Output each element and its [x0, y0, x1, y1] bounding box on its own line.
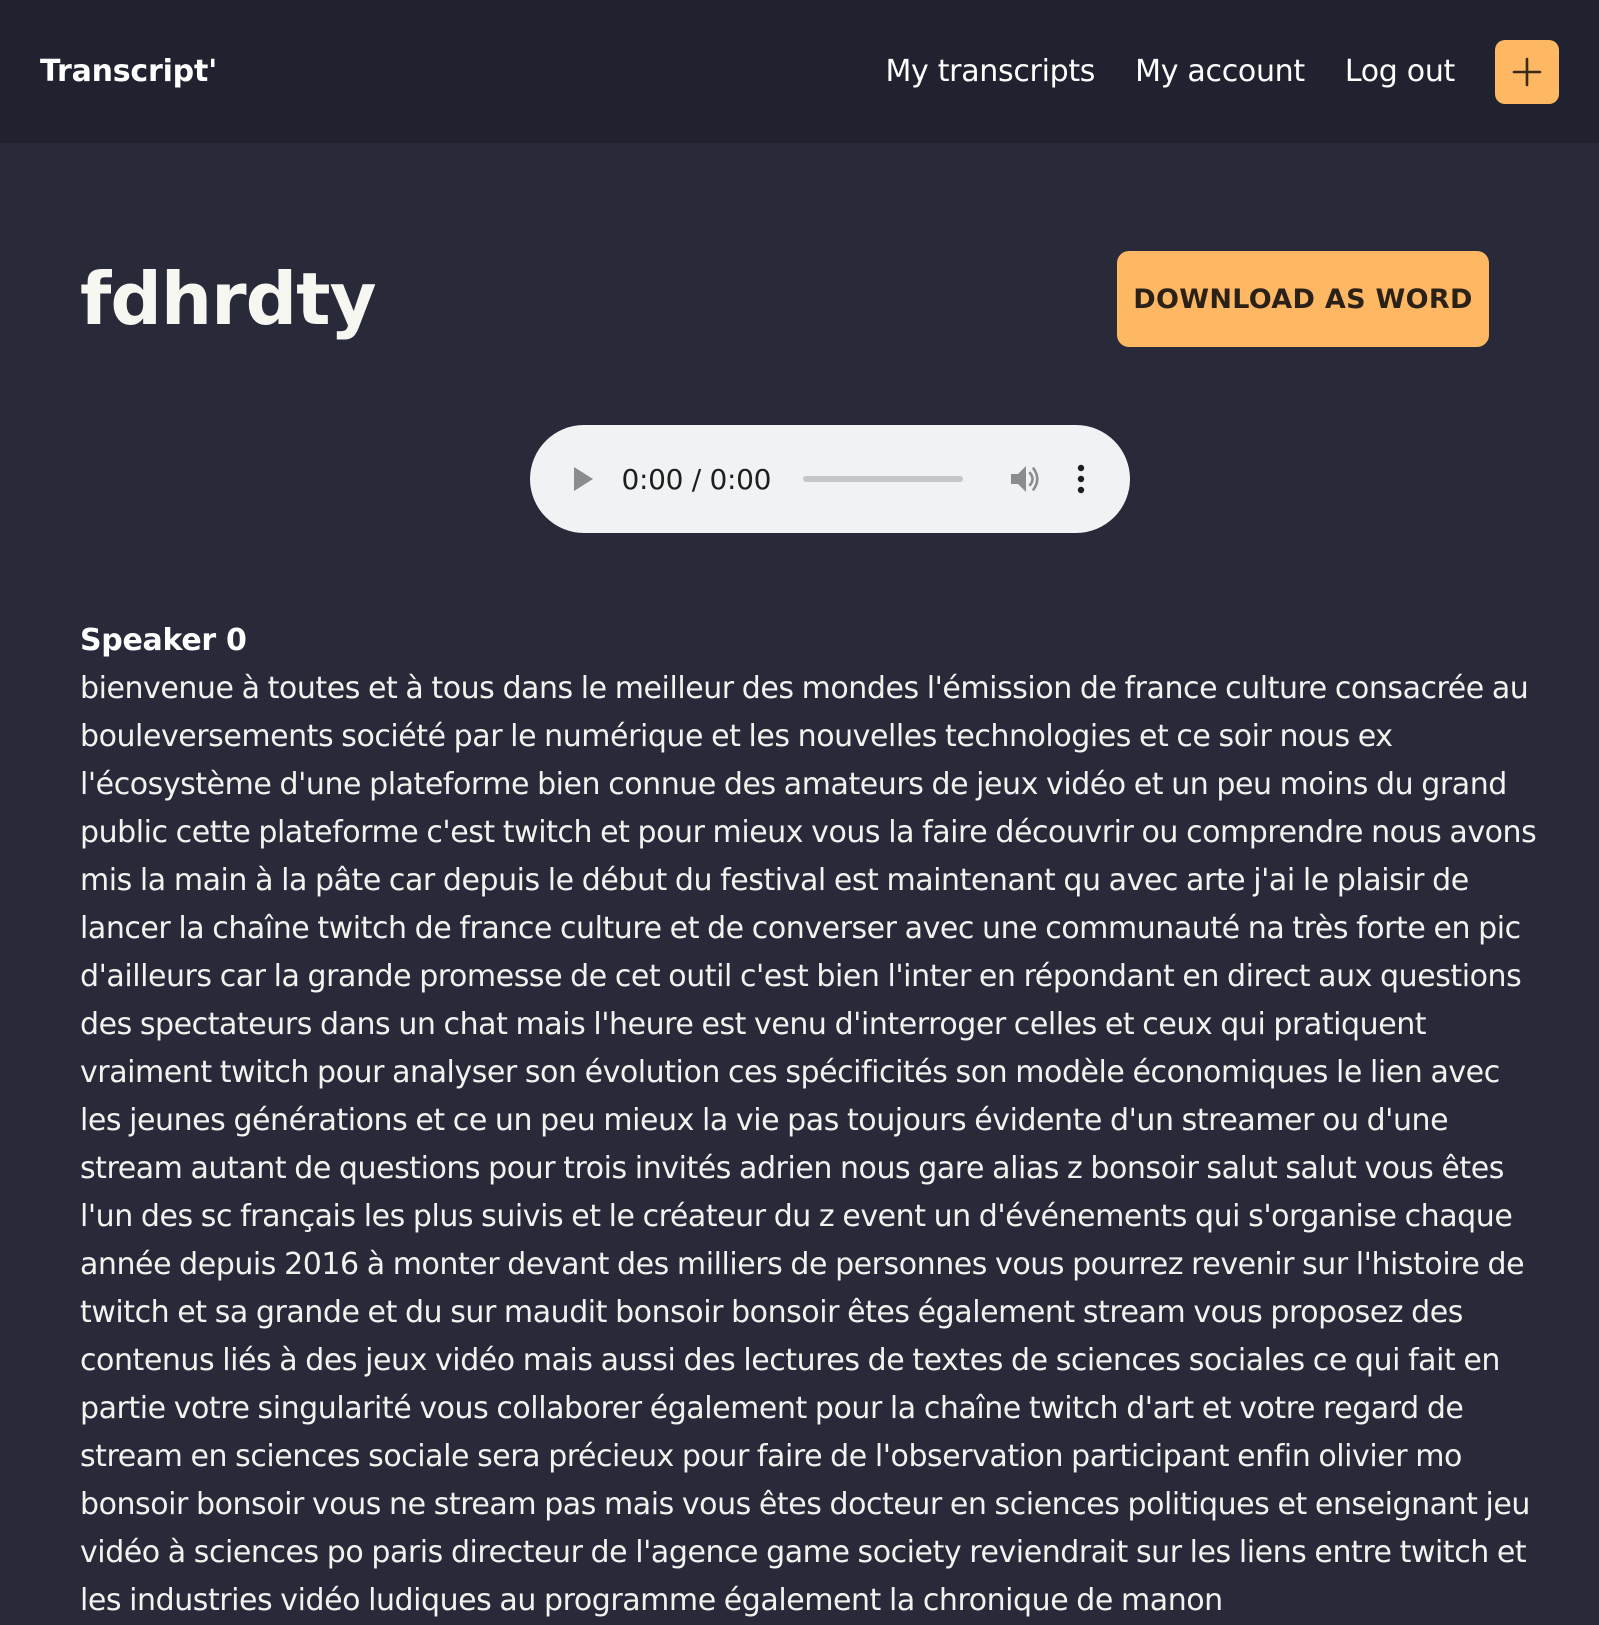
top-navbar [0, 0, 1599, 143]
speaker-label: Speaker 0 [80, 623, 247, 658]
nav-link-my-account[interactable]: My account [1135, 54, 1305, 89]
transcript-text: bienvenue à toutes et à tous dans le meilleur des mondes l'émission de france culture consacrée au bouleversements société par le numérique et les nouvelles technologies et ce soir nous ex l'écosystème d'une plateforme bien connue des amateurs de jeux vidéo et un peu moins du grand public cette plateforme c'est twitch et pour mieux vous la faire découvrir ou comprendre nous avons mis la main à la pâte car depuis le début du festival est maintenant qu avec arte j'ai le plaisir de lancer la chaîne twitch de france culture et de converser avec une communauté na très forte en pic d'ailleurs car la grande promesse de cet outil c'est bien l'inter en répondant en direct aux questions des spectateurs dans un chat mais l'heure est venu d'interroger celles et ceux qui pratiquent vraiment twitch pour analyser son évolution ces spécificités son modèle économiques le lien avec les jeunes générations et ce un peu mieux la vie pas toujours évidente d'un streamer ou d'une stream autant de questions pour trois invités adrien nous gare alias z bonsoir salut salut vous êtes l'un des sc français les plus suivis et le créateur du z event un d'événements qui s'organise chaque année depuis 2016 à monter devant des milliers de personnes vous pourrez revenir sur l'histoire de twitch et sa grande et du sur maudit bonsoir bonsoir êtes également stream vous proposez des contenus liés à des jeux vidéo mais aussi des lectures de textes de sciences sociales ce qui fait en partie votre singularité vous collaborer également pour la chaîne twitch d'art et votre regard de stream en sciences sociale sera précieux pour faire de l'observation participant enfin olivier mo bonsoir bonsoir vous ne stream pas mais vous êtes docteur en sciences politiques et enseignant jeu vidéo à sciences po paris directeur de l'agence game society reviendrait sur les liens entre twitch et les industries vidéo ludiques au programme également la chronique de manon [80, 671, 1537, 1618]
nav-link-my-transcripts[interactable]: My transcripts [885, 54, 1096, 89]
more-options-button[interactable] [1075, 462, 1087, 496]
brand-logo[interactable]: Transcript' [40, 54, 218, 89]
seek-bar[interactable] [803, 476, 963, 482]
transcript-page [0, 143, 1599, 1625]
transcript-body [80, 617, 1537, 1625]
audio-player[interactable] [530, 425, 1130, 533]
page-title: fdhrdty [80, 257, 376, 341]
more-vertical-icon [1077, 464, 1085, 494]
title-row [80, 143, 1519, 347]
plus-icon [1512, 57, 1542, 87]
volume-button[interactable] [1009, 462, 1045, 496]
new-transcript-button[interactable] [1495, 40, 1559, 104]
volume-icon [1009, 463, 1043, 495]
play-icon [572, 466, 594, 492]
nav-links [885, 40, 1559, 104]
time-display: 0:00 / 0:00 [621, 462, 772, 496]
play-button[interactable] [572, 464, 598, 494]
download-as-word-button[interactable]: DOWNLOAD AS WORD [1117, 251, 1489, 347]
nav-link-log-out[interactable]: Log out [1344, 54, 1455, 89]
audio-player-container [80, 425, 1519, 533]
